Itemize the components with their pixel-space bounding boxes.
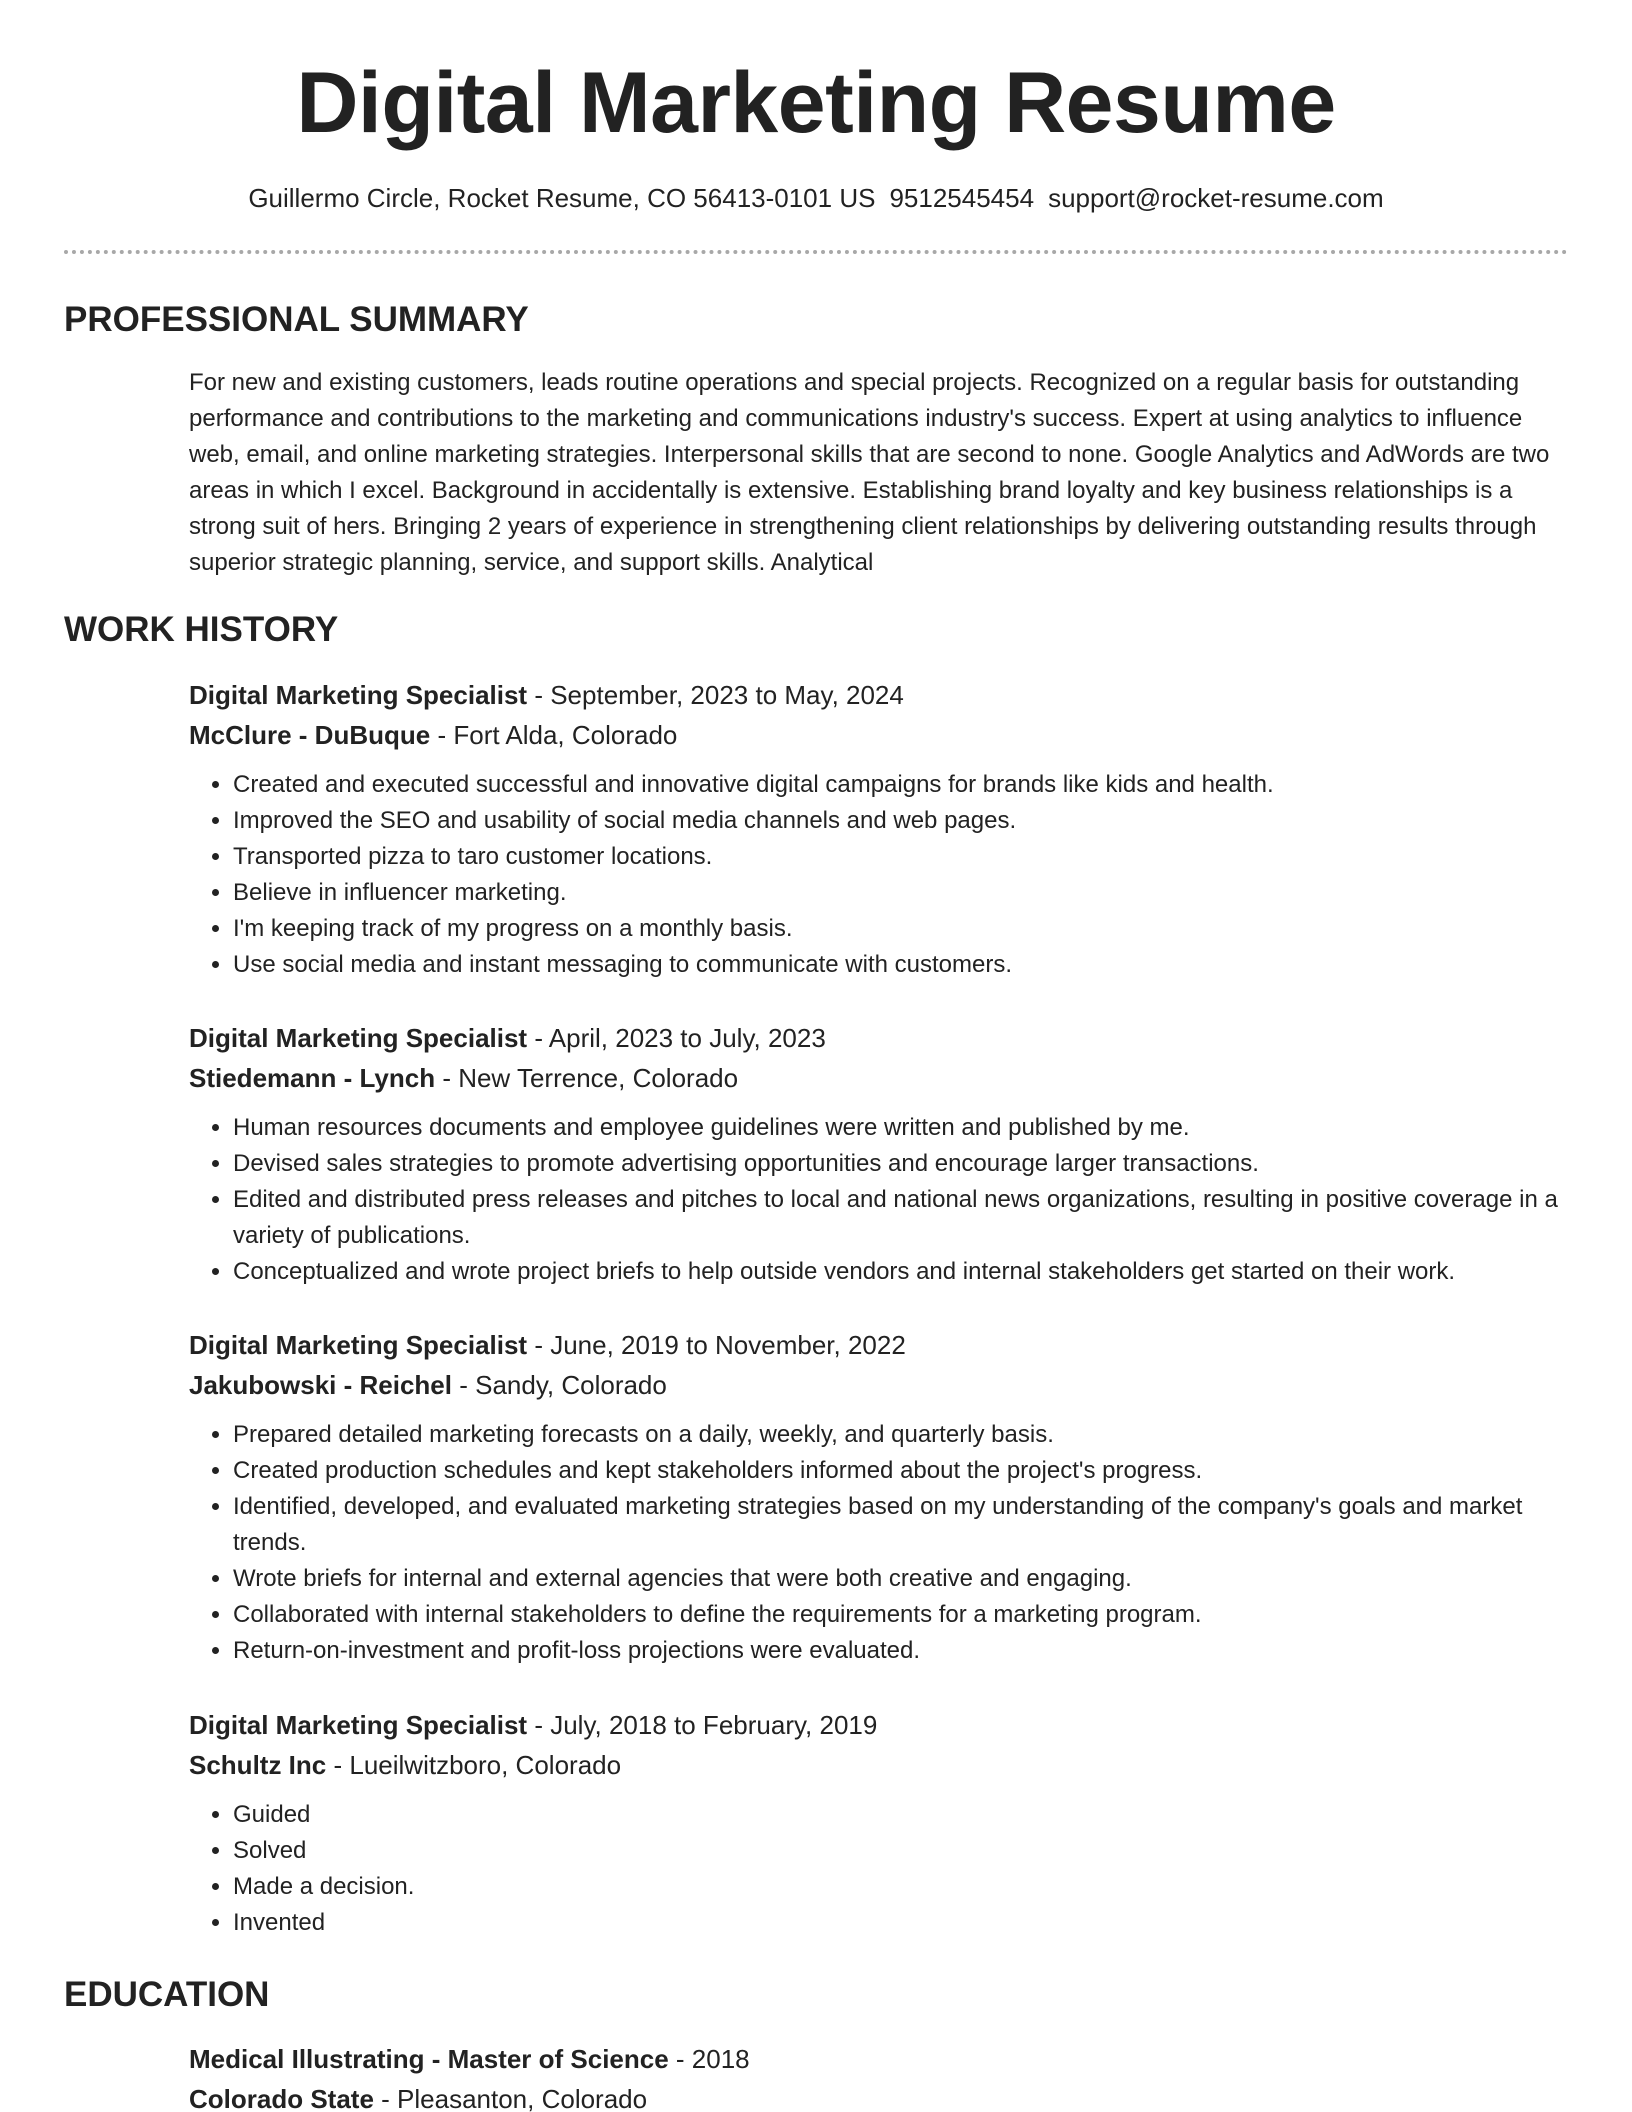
job-entry bbox=[189, 1018, 1570, 1290]
job-bullet: • Devised sales strategies to promote advertising opportunities and encourage larger transactions. bbox=[233, 1146, 1570, 1182]
job-role: Digital Marketing Specialist bbox=[189, 1023, 528, 1053]
job-dates: - September, 2023 to May, 2024 bbox=[534, 680, 904, 710]
job-title-line bbox=[189, 675, 1570, 715]
job-bullet: • Improved the SEO and usability of social media channels and web pages. bbox=[233, 803, 1570, 839]
job-dates: - April, 2023 to July, 2023 bbox=[534, 1023, 826, 1053]
summary-text: For new and existing customers, leads routine operations and special projects. Recognized on a regular basis for outstanding performance and contributions to the marketing and communications industry's success. Expert at using analytics to influence web, email, and online marketing strategies. Interpersonal skills that are second to none. Google Analytics and AdWords are two areas in which I excel. Background in accidentally is extensive. Establishing brand loyalty and key business relationships is a strong suit of hers. Bringing 2 years of experience in strengthening client relationships by delivering outstanding results through superior strategic planning, service, and support skills. Analytical bbox=[189, 369, 1550, 576]
job-role: Digital Marketing Specialist bbox=[189, 1710, 528, 1740]
job-bullet: • Guided bbox=[233, 1797, 1570, 1833]
job-bullets bbox=[189, 1110, 1570, 1290]
job-bullet: • Wrote briefs for internal and external agencies that were both creative and engaging. bbox=[233, 1561, 1570, 1597]
job-bullet: • Use social media and instant messaging to communicate with customers. bbox=[233, 947, 1570, 983]
job-bullet: • Created production schedules and kept stakeholders informed about the project's progress. bbox=[233, 1453, 1570, 1489]
job-bullet: • Solved bbox=[233, 1833, 1570, 1869]
education-degree: Medical Illustrating - Master of Science bbox=[189, 2044, 669, 2074]
job-bullet: • Made a decision. bbox=[233, 1869, 1570, 1905]
job-company-line bbox=[189, 715, 1570, 755]
education-location: - Pleasanton, Colorado bbox=[381, 2084, 648, 2112]
job-role: Digital Marketing Specialist bbox=[189, 1330, 528, 1360]
job-company-line bbox=[189, 1058, 1570, 1098]
job-bullet: • Conceptualized and wrote project briefs to help outside vendors and internal stakeholders get started on their work. bbox=[233, 1254, 1570, 1290]
contact-email: support@rocket-resume.com bbox=[1048, 183, 1384, 213]
job-bullet: • Human resources documents and employee guidelines were written and published by me. bbox=[233, 1110, 1570, 1146]
header-divider bbox=[64, 250, 1568, 254]
job-bullet: • Transported pizza to taro customer locations. bbox=[233, 839, 1570, 875]
education-entry bbox=[189, 2039, 1570, 2112]
job-title-line bbox=[189, 1705, 1570, 1745]
job-bullet: • Believe in influencer marketing. bbox=[233, 875, 1570, 911]
job-location: - Lueilwitzboro, Colorado bbox=[333, 1750, 622, 1780]
contact-phone: 9512545454 bbox=[889, 183, 1035, 213]
job-company-line bbox=[189, 1365, 1570, 1405]
work-history-heading: WORK HISTORY bbox=[64, 610, 339, 649]
job-title-line bbox=[189, 1018, 1570, 1058]
job-bullets bbox=[189, 1417, 1570, 1669]
job-company: Jakubowski - Reichel bbox=[189, 1370, 452, 1400]
job-bullet: • Return-on-investment and profit-loss projections were evaluated. bbox=[233, 1633, 1570, 1669]
education-degree-line bbox=[189, 2039, 1570, 2079]
job-bullet: • Edited and distributed press releases and pitches to local and national news organizations, resulting in positive coverage in a variety of publications. bbox=[233, 1182, 1570, 1254]
education-heading: EDUCATION bbox=[64, 1975, 270, 2014]
job-entry bbox=[189, 1325, 1570, 1669]
contact-line bbox=[0, 180, 1632, 216]
summary-heading: PROFESSIONAL SUMMARY bbox=[64, 300, 529, 339]
job-bullet: • Created and executed successful and innovative digital campaigns for brands like kids and health. bbox=[233, 767, 1570, 803]
job-dates: - June, 2019 to November, 2022 bbox=[534, 1330, 906, 1360]
job-entry bbox=[189, 1705, 1570, 1941]
job-company: Stiedemann - Lynch bbox=[189, 1063, 436, 1093]
resume-name: Digital Marketing Resume bbox=[296, 55, 1336, 151]
job-bullets bbox=[189, 767, 1570, 983]
job-bullet: • Identified, developed, and evaluated marketing strategies based on my understanding of the company's goals and market trends. bbox=[233, 1489, 1570, 1561]
job-role: Digital Marketing Specialist bbox=[189, 680, 528, 710]
job-dates: - July, 2018 to February, 2019 bbox=[534, 1710, 878, 1740]
job-entry bbox=[189, 675, 1570, 983]
job-company: Schultz Inc bbox=[189, 1750, 327, 1780]
job-company-line bbox=[189, 1745, 1570, 1785]
education-school-line bbox=[189, 2079, 1570, 2112]
job-location: - Sandy, Colorado bbox=[459, 1370, 667, 1400]
job-location: - Fort Alda, Colorado bbox=[437, 720, 678, 750]
job-bullets bbox=[189, 1797, 1570, 1941]
job-title-line bbox=[189, 1325, 1570, 1365]
contact-address: Guillermo Circle, Rocket Resume, CO 56413-0101 US bbox=[248, 183, 876, 213]
job-bullet: • Collaborated with internal stakeholders to define the requirements for a marketing program. bbox=[233, 1597, 1570, 1633]
job-bullet: • I'm keeping track of my progress on a monthly basis. bbox=[233, 911, 1570, 947]
education-school: Colorado State bbox=[189, 2084, 374, 2112]
education-year: - 2018 bbox=[675, 2044, 750, 2074]
job-location: - New Terrence, Colorado bbox=[442, 1063, 739, 1093]
job-bullet: • Invented bbox=[233, 1905, 1570, 1941]
job-bullet: • Prepared detailed marketing forecasts on a daily, weekly, and quarterly basis. bbox=[233, 1417, 1570, 1453]
job-company: McClure - DuBuque bbox=[189, 720, 431, 750]
